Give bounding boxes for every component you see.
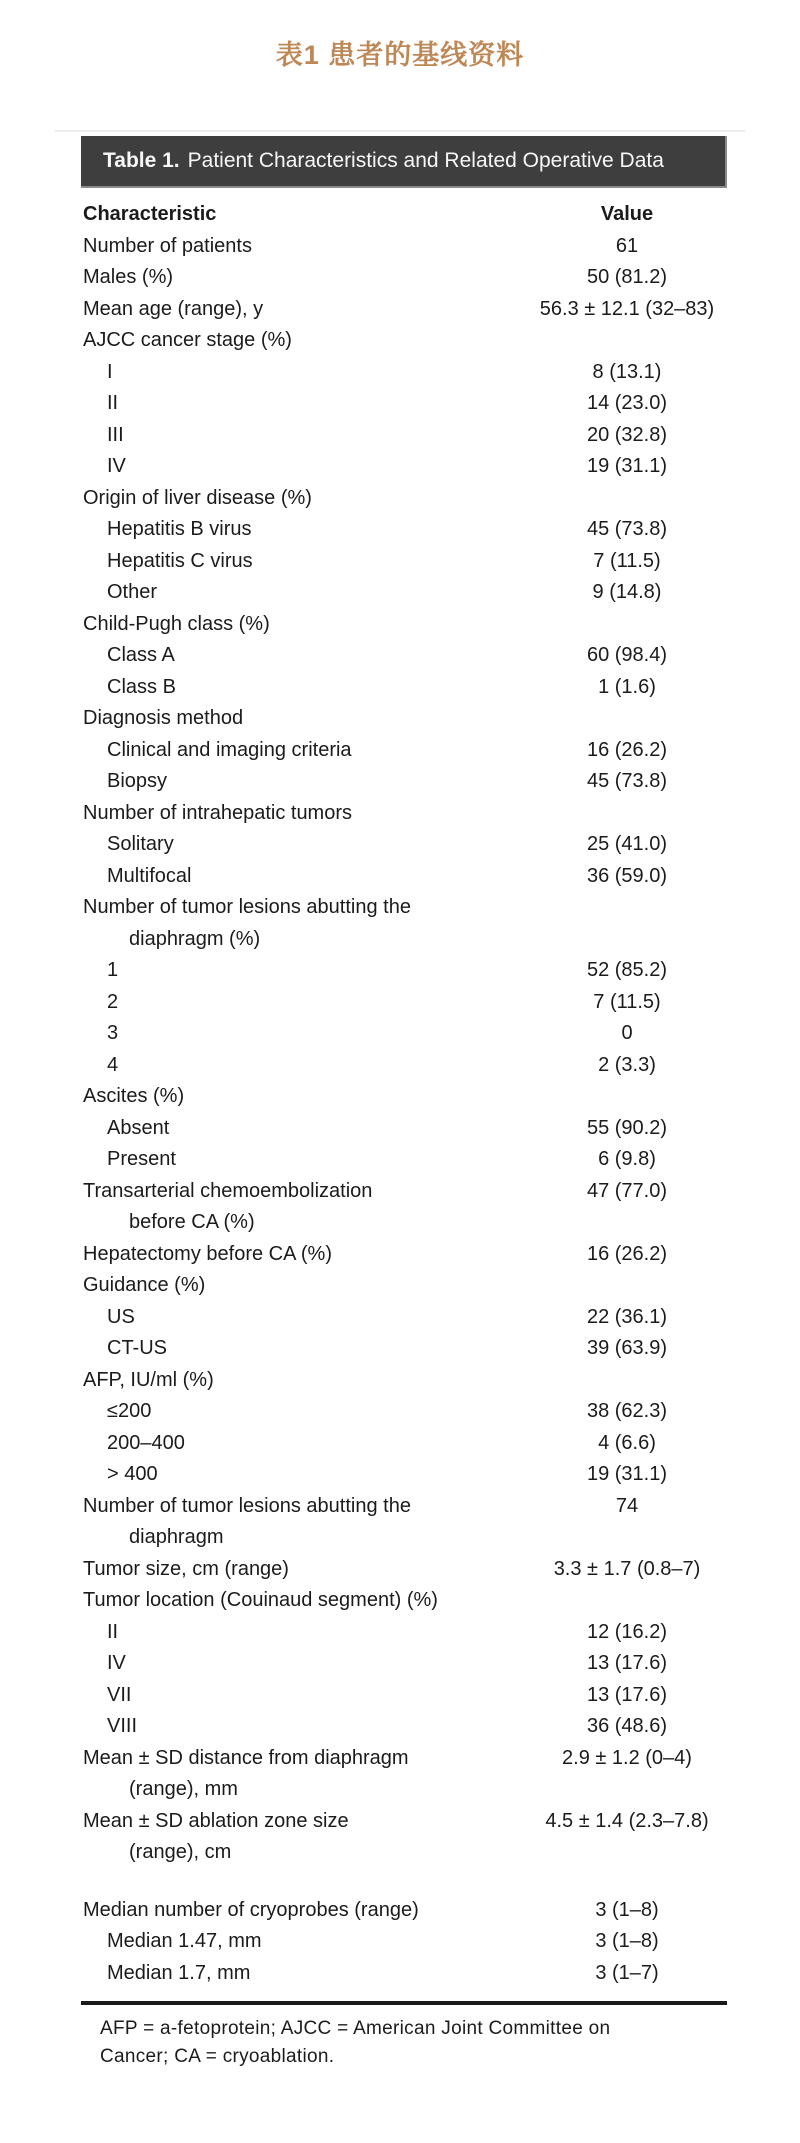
row-value: 8 (13.1): [592, 360, 662, 383]
table-row: [81, 546, 727, 578]
row-label: 200–400: [107, 1431, 185, 1454]
row-label: Solitary: [107, 833, 174, 855]
row-value: 16 (26.2): [586, 1242, 668, 1265]
row-value: 19 (31.1): [586, 455, 668, 477]
footnote: [81, 2005, 727, 2071]
table-row: [81, 829, 727, 861]
row-label: Hepatectomy before CA (%): [83, 1242, 332, 1265]
row-label: Mean ± SD distance from diaphragm (range), mm: [83, 1746, 409, 1800]
footnote-line: AFP = a-fetoprotein; AJCC = American Joint Committee on: [100, 2018, 611, 2039]
table-row: [81, 357, 727, 389]
table-row: [81, 1743, 727, 1806]
table-row: [81, 1113, 727, 1145]
table-row: [81, 294, 727, 326]
row-label: Clinical and imaging criteria: [107, 738, 352, 761]
row-label: Biopsy: [107, 770, 168, 792]
row-value: 36 (48.6): [586, 1715, 668, 1737]
table-row: [81, 703, 727, 735]
row-label: AJCC cancer stage (%): [83, 329, 292, 351]
row-label: Present: [107, 1148, 176, 1170]
row-value: 0: [621, 1022, 633, 1044]
table-row: [81, 325, 727, 357]
table-row: [81, 672, 727, 704]
row-label: III: [107, 423, 124, 446]
row-label: Ascites (%): [83, 1085, 185, 1107]
row-label: Median number of cryoprobes (range): [83, 1898, 419, 1921]
row-value: 47 (77.0): [586, 1179, 668, 1202]
table-row: [81, 483, 727, 515]
row-label: Multifocal: [107, 864, 192, 887]
row-label: Other: [107, 581, 158, 603]
table-row: [81, 955, 727, 987]
table-row: [81, 262, 727, 294]
table-title-prefix: Table 1.: [103, 149, 180, 172]
row-value: 12 (16.2): [586, 1620, 668, 1643]
row-value: 22 (36.1): [586, 1305, 668, 1328]
row-value: 6 (9.8): [598, 1148, 656, 1170]
row-value: 4 (6.6): [598, 1431, 656, 1454]
row-value: 2 (3.3): [598, 1053, 656, 1076]
row-label: US: [107, 1305, 135, 1328]
row-value: 60 (98.4): [586, 644, 668, 666]
row-label: Males (%): [83, 266, 174, 288]
row-label: Absent: [107, 1116, 170, 1139]
row-value: 45 (73.8): [586, 770, 668, 792]
row-label: Diagnosis method: [83, 707, 244, 729]
table-row: [81, 388, 727, 420]
table-row: [81, 1806, 727, 1869]
row-label: Tumor location (Couinaud segment) (%): [83, 1589, 438, 1611]
row-value: 2.9 ± 1.2 (0–4): [562, 1746, 692, 1769]
row-label: Number of tumor lesions abutting the diaphragm (%): [83, 896, 411, 950]
row-label: CT-US: [107, 1337, 167, 1359]
table-row: [81, 1018, 727, 1050]
row-value: 50 (81.2): [586, 266, 668, 288]
row-label: Origin of liver disease (%): [83, 486, 312, 509]
row-label: Child-Pugh class (%): [83, 612, 270, 635]
row-value: 16 (26.2): [586, 738, 668, 761]
row-label: Tumor size, cm (range): [83, 1557, 289, 1580]
table-row: [81, 798, 727, 830]
row-label: II: [107, 392, 119, 414]
table-row: [81, 1895, 727, 1927]
table-row: [81, 1365, 727, 1397]
table-row: [81, 1648, 727, 1680]
row-value: 36 (59.0): [586, 864, 668, 887]
column-header-row: [81, 199, 727, 231]
table-row: [81, 1554, 727, 1586]
row-label: Class B: [107, 675, 176, 698]
column-header-value: Value: [600, 203, 654, 225]
table-row: [81, 640, 727, 672]
row-label: 4: [107, 1053, 119, 1076]
row-value: 7 (11.5): [593, 549, 661, 572]
row-label: Mean age (range), y: [83, 297, 264, 320]
row-value: 25 (41.0): [586, 833, 668, 855]
table-row: [81, 861, 727, 893]
table-row: [81, 1144, 727, 1176]
row-value: 3.3 ± 1.7 (0.8–7): [553, 1557, 701, 1580]
row-value: 14 (23.0): [586, 392, 668, 414]
row-label: > 400: [107, 1463, 158, 1485]
table-row: [81, 420, 727, 452]
row-label: I: [107, 360, 113, 383]
row-label: Hepatitis C virus: [107, 549, 253, 572]
row-label: Mean ± SD ablation zone size (range), cm: [83, 1809, 349, 1863]
row-label: 3: [107, 1022, 119, 1044]
page-title: 表1 患者的基线资料: [275, 40, 525, 70]
table-row: [81, 892, 727, 955]
row-value: 7 (11.5): [593, 990, 661, 1013]
table-row: [81, 1491, 727, 1554]
row-label: Class A: [107, 644, 175, 666]
table-header-bar: [81, 136, 727, 188]
table-row: [81, 1333, 727, 1365]
table-row: [81, 1239, 727, 1271]
row-label: II: [107, 1620, 119, 1643]
table-row: [81, 1585, 727, 1617]
row-value: 3 (1–7): [595, 1961, 659, 1984]
row-value: 3 (1–8): [595, 1930, 659, 1952]
table-row: [81, 1459, 727, 1491]
table-row: [81, 1617, 727, 1649]
table-row: [81, 1428, 727, 1460]
row-value: 55 (90.2): [586, 1116, 668, 1139]
table-row: [81, 1302, 727, 1334]
row-label: VII: [107, 1683, 132, 1706]
row-label: IV: [107, 455, 126, 477]
table-row: [81, 1926, 727, 1958]
table-row: [81, 609, 727, 641]
row-label: VIII: [107, 1715, 138, 1737]
table-row: [81, 451, 727, 483]
row-label: Hepatitis B virus: [107, 518, 252, 540]
table-row: [81, 514, 727, 546]
row-value: 45 (73.8): [586, 518, 668, 540]
table-rows: [81, 231, 727, 1990]
row-value: 4.5 ± 1.4 (2.3–7.8): [545, 1809, 709, 1832]
row-label: IV: [107, 1652, 126, 1674]
row-label: Guidance (%): [83, 1274, 206, 1296]
row-label: 1: [107, 959, 119, 981]
row-label: Median 1.47, mm: [107, 1930, 262, 1952]
table-row: [81, 766, 727, 798]
table-row: [81, 1396, 727, 1428]
row-value: 38 (62.3): [586, 1400, 668, 1422]
row-label: ≤200: [107, 1400, 152, 1422]
row-label: Number of patients: [83, 234, 252, 257]
row-value: 61: [615, 234, 639, 257]
table-title-text: Patient Characteristics and Related Operative Data: [187, 149, 664, 172]
table-row: [81, 1958, 727, 1990]
row-value: 9 (14.8): [592, 581, 662, 603]
table-row: [81, 1050, 727, 1082]
row-label: 2: [107, 990, 119, 1013]
row-value: 3 (1–8): [595, 1898, 659, 1921]
row-label: Transarterial chemoembolization before CA (%): [83, 1179, 373, 1233]
table-row: [81, 735, 727, 767]
row-value: 52 (85.2): [586, 959, 668, 981]
table-row: [81, 1680, 727, 1712]
row-value: 13 (17.6): [586, 1652, 668, 1674]
row-label: AFP, IU/ml (%): [83, 1368, 214, 1391]
table1-figure: [55, 130, 745, 2071]
row-value: 1 (1.6): [598, 675, 656, 698]
row-value: 20 (32.8): [586, 423, 668, 446]
table-row: [81, 231, 727, 263]
table-row: [81, 987, 727, 1019]
table-row: [81, 1176, 727, 1239]
table-row: [81, 577, 727, 609]
table-row: [81, 1711, 727, 1743]
row-value: 56.3 ± 12.1 (32–83): [539, 297, 715, 320]
table-row: [81, 1081, 727, 1113]
table-row: [81, 1270, 727, 1302]
row-value: 19 (31.1): [586, 1463, 668, 1485]
row-label: Number of tumor lesions abutting the diaphragm: [83, 1494, 411, 1548]
row-label: Median 1.7, mm: [107, 1961, 251, 1984]
row-value: 39 (63.9): [586, 1337, 668, 1359]
column-header-characteristic: Characteristic: [83, 203, 217, 225]
row-value: 13 (17.6): [586, 1683, 668, 1706]
row-label: Number of intrahepatic tumors: [83, 801, 353, 824]
footnote-line: Cancer; CA = cryoablation.: [100, 2046, 335, 2067]
row-value: 74: [615, 1494, 639, 1517]
